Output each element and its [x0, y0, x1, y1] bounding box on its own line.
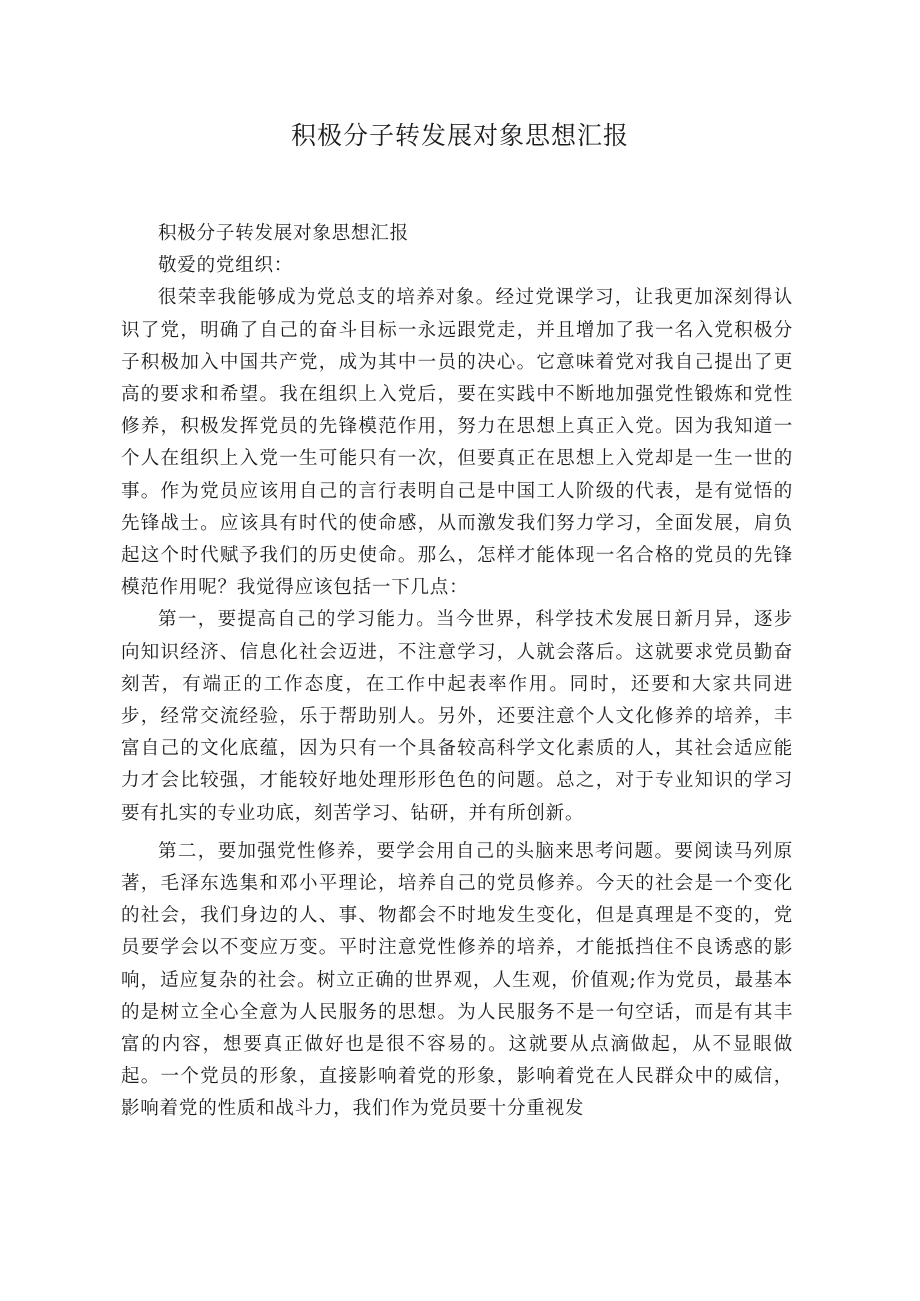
body-paragraph-intro: 很荣幸我能够成为党总支的培养对象。经过党课学习，让我更加深刻得认识了党，明确了自己的奋斗目标一永远跟党走，并且增加了我一名入党积极分子积极加入中国共产党，成为其中一员的决心。它意味着党对我自己提出了更高的要求和希望。我在组织上入党后，要在实践中不断地加强党性锻炼和党性修养，积极发挥党员的先锋模范作用，努力在思想上真正入党。因为我知道一个人在组织上入党一生可能只有一次，但要真正在思想上入党却是一生一世的事。作为党员应该用自己的言行表明自己是中国工人阶级的代表，是有觉悟的先锋战士。应该具有时代的使命感，从而激发我们努力学习，全面发展，肩负起这个时代赋予我们的历史使命。那么，怎样才能体现一名合格的党员的先锋模范作用呢？我觉得应该包括一下几点： — [121, 287, 793, 599]
body-paragraph-salutation: 敬爱的党组织： — [158, 255, 294, 277]
body-paragraph-point-two: 第二，要加强党性修养，要学会用自己的头脑来思考问题。要阅读马列原著，毛泽东选集和邓小平理论，培养自己的党员修养。今天的社会是一个变化的社会，我们身边的人、事、物都会不时地发生变化，但是真理是不变的，党员要学会以不变应万变。平时注意党性修养的培养，才能抵挡住不良诱惑的影响，适应复杂的社会。树立正确的世界观，人生观，价值观;作为党员，最基本的是树立全心全意为人民服务的思想。为人民服务不是一句空话，而是有其丰富的内容，想要真正做好也是很不容易的。这就要从点滴做起，从不显眼做起。一个党员的形象，直接影响着党的形象，影响着党在人民群众中的威信，影响着党的性质和战斗力，我们作为党员要十分重视发 — [121, 840, 793, 1120]
body-paragraph-point-one: 第一，要提高自己的学习能力。当今世界，科学技术发展日新月异，逐步向知识经济、信息化社会迈进，不注意学习，人就会落后。这就要求党员勤奋刻苦，有端正的工作态度，在工作中起表率作用。同时，还要和大家共同进步，经常交流经验，乐于帮助别人。另外，还要注意个人文化修养的培养，丰富自己的文化底蕴，因为只有一个具备较高科学文化素质的人，其社会适应能力才会比较强，才能较好地处理形形色色的问题。总之，对于专业知识的学习要有扎实的专业功底，刻苦学习、钻研，并有所创新。 — [121, 609, 793, 824]
document-title: 积极分子转发展对象思想汇报 — [290, 121, 629, 150]
document-body — [121, 218, 793, 1126]
body-paragraph-subtitle: 积极分子转发展对象思想汇报 — [158, 223, 409, 244]
